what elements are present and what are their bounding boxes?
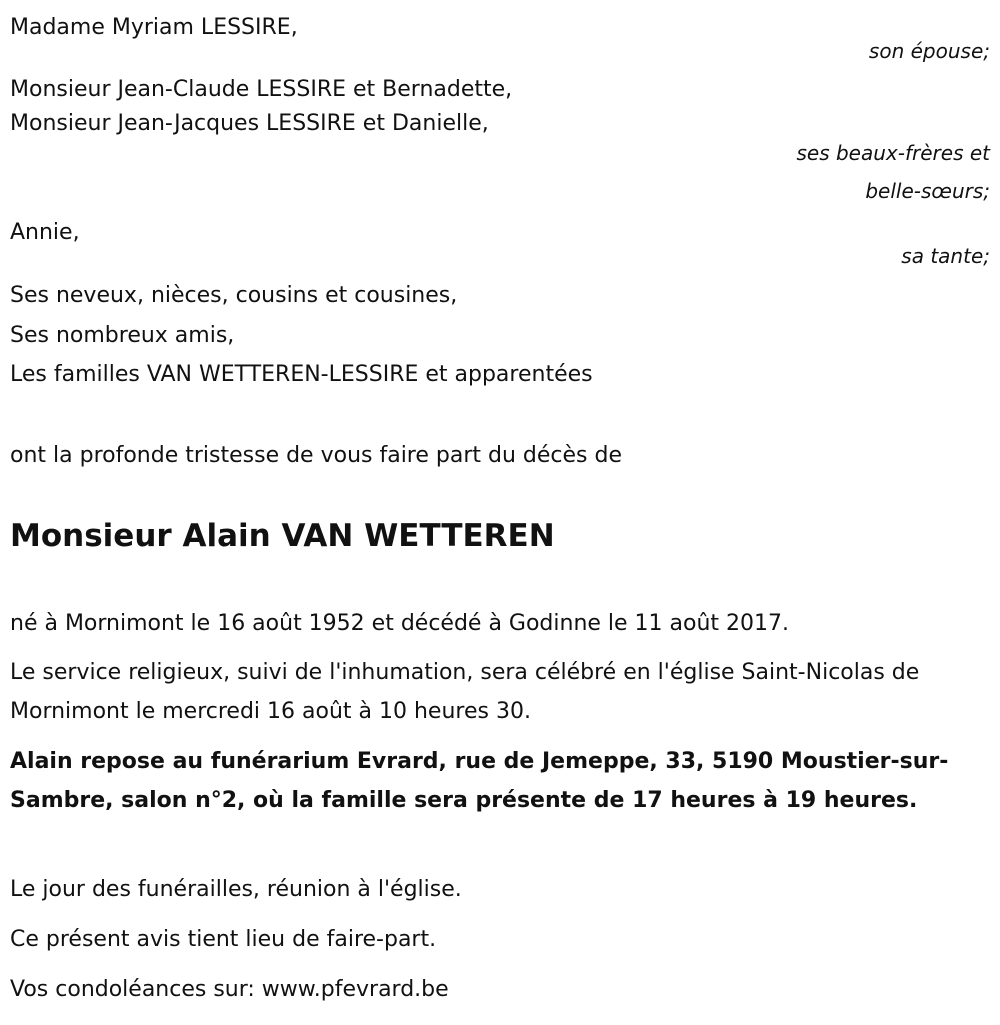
family-line-families: Les familles VAN WETTEREN-LESSIRE et apparentées <box>10 362 593 387</box>
family-line-aunt: Annie, <box>10 220 80 245</box>
family-line-spouse: Madame Myriam LESSIRE, <box>10 15 298 40</box>
family-line-friends: Ses nombreux amis, <box>10 323 235 348</box>
notice-paragraph: Ce présent avis tient lieu de faire-part. <box>10 927 437 952</box>
relation-in-laws-1: ses beaux-frères et <box>796 141 990 165</box>
announcement: ont la profonde tristesse de vous faire part du décès de <box>10 443 622 468</box>
family-line-nephews: Ses neveux, nièces, cousins et cousines, <box>10 283 458 308</box>
relation-in-laws-2: belle-sœurs; <box>865 179 990 203</box>
birth-death-paragraph: né à Mornimont le 16 août 1952 et décédé à Godinne le 11 août 2017. <box>10 611 790 636</box>
relation-aunt: sa tante; <box>901 244 990 268</box>
meeting-paragraph: Le jour des funérailles, réunion à l'église. <box>10 877 462 902</box>
deceased-name: Monsieur Alain VAN WETTEREN <box>10 518 555 554</box>
family-line-brother-in-law-2: Monsieur Jean-Jacques LESSIRE et Danielle, <box>10 111 489 136</box>
rest-paragraph: Alain repose au funérarium Evrard, rue de Jemeppe, 33, 5190 Moustier-sur-Sambre, salon n°2, où la famille sera présente de 17 heures à 19 heures. <box>10 749 949 813</box>
service-paragraph: Le service religieux, suivi de l'inhumation, sera célébré en l'église Saint-Nicolas de Mornimont le mercredi 16 août à 10 heures 30. <box>10 660 920 724</box>
condolences-paragraph: Vos condoléances sur: www.pfevrard.be <box>10 977 449 1002</box>
relation-spouse: son épouse; <box>868 39 990 63</box>
family-line-brother-in-law-1: Monsieur Jean-Claude LESSIRE et Bernadette, <box>10 77 513 102</box>
